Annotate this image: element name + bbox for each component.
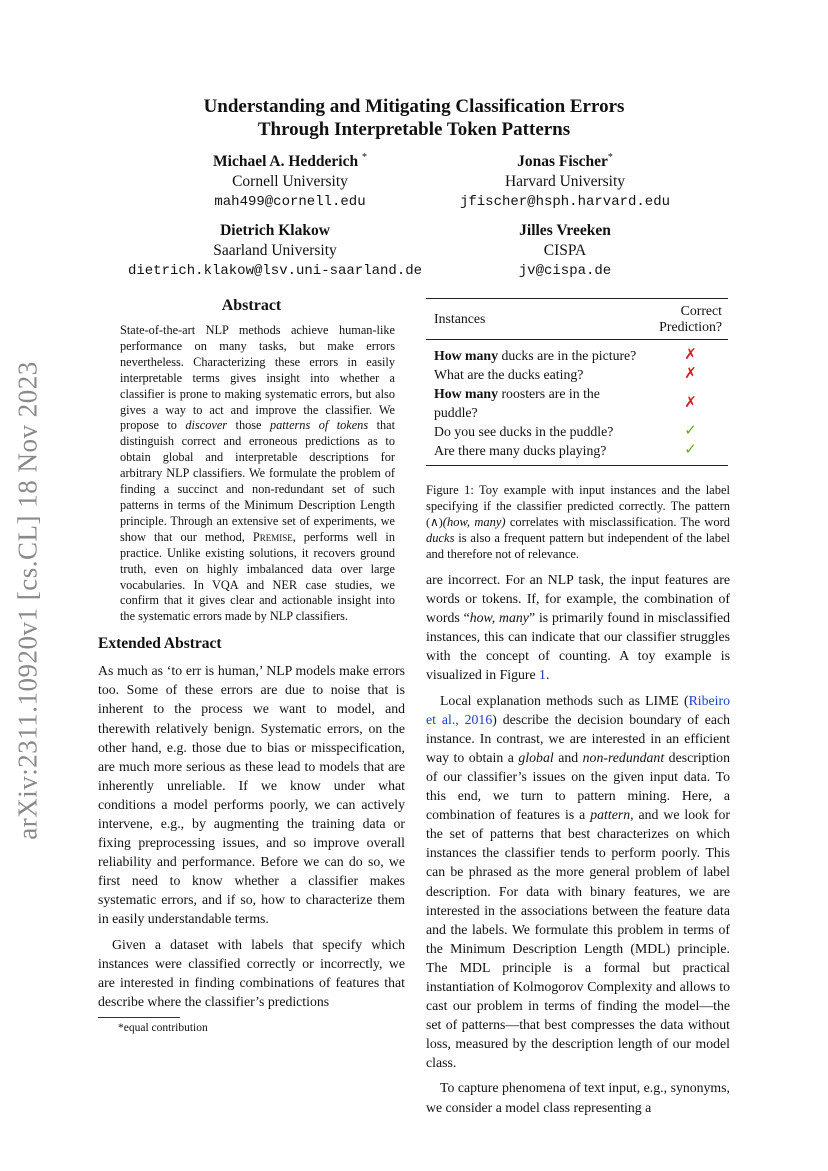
abstract-text: State-of-the-art NLP methods achieve human-like performance on many tasks, but make errors nevertheless. Characterizing these errors in easily interpretable terms gives insight into whether a classifier is prone to making systematic errors, but also gives a way to act and improve the classifier. We propose to discover those patterns of tokens that distinguish correct and erroneous predictions as to obtain global and interpretable descriptions for arbitrary NLP classifiers. We formulate the problem of finding a succinct and non-redundant set of such patterns in terms of the Minimum Description Length principle. Through an extensive set of experiments, we show that our method, Premise, performs well in practice. Unlike existing solutions, it recovers ground truth, even on highly imbalanced data over large vocabularies. In VQA and NER case studies, we confirm that it gives clear and actionable insight into the systematic errors made by NLP classifiers.	[120, 323, 396, 624]
cross-mark-icon: ✗	[684, 347, 697, 363]
author-email: dietrich.klakow@lsv.uni-saarland.de	[127, 263, 423, 279]
author-affiliation: Cornell University	[232, 173, 348, 191]
author-affiliation: Harvard University	[504, 173, 626, 191]
author-name: Jonas Fischer*	[517, 152, 613, 171]
figure-1-header-row	[426, 299, 728, 340]
pattern-glyph-icon: (∧)	[426, 515, 443, 529]
author-block-fischer	[410, 148, 720, 212]
left-column	[98, 297, 405, 1034]
cross-mark-icon: ✗	[684, 366, 697, 382]
method-name-premise: Premise	[252, 529, 293, 544]
author-email: mah499@cornell.edu	[214, 194, 366, 211]
author-block-klakow	[110, 221, 440, 281]
paper-title-line-1: Understanding and Mitigating Classification Errors	[203, 96, 625, 117]
extended-abstract-heading: Extended Abstract	[98, 635, 222, 653]
figure-1-row	[426, 365, 728, 384]
instance-text: What are the ducks eating?	[434, 367, 584, 382]
author-name: Dietrich Klakow	[220, 222, 330, 239]
instance-text: Do you see ducks in the puddle?	[434, 424, 614, 439]
arxiv-identifier-stamp	[0, 355, 56, 845]
author-affiliation: CISPA	[543, 242, 587, 259]
check-mark-icon: ✓	[684, 442, 697, 458]
figure-1-caption: Figure 1: Toy example with input instances and the label specifying if the classifier predicted correctly. The pattern (∧)(how, many) correlates with misclassification. The word ducks is also a frequent pattern but independent of the label and therefore not of relevance.	[426, 483, 730, 561]
author-affiliation: Saarland University	[213, 242, 337, 259]
paper-title-line-2: Through Interpretable Token Patterns	[257, 119, 571, 140]
check-mark-icon: ✓	[684, 423, 697, 439]
figure-1-table	[426, 298, 728, 466]
extended-abstract-paragraph-1: As much as ‘to err is human,’ NLP models make errors too. Some of these errors are due to noise that is inherent to the process we want to model, and therewith relatively benign. Systematic errors, on the other hand, e.g. those due to bias or misspecification, are much more serious as these lead to models that are inherently unreliable. If we know under what conditions a model performs poorly, we can actively intervene, e.g., by augmenting the training data or fixing preprocessing issues, and so improve overall reliability and performance. Before we can do so, we first need to know whether a classifier makes systematic errors, and if so, how to characterize them in easily understandable terms.	[98, 663, 405, 927]
author-block-vreeken	[410, 221, 720, 281]
author-block-hedderich	[140, 148, 440, 212]
abstract-heading: Abstract	[221, 297, 282, 314]
instance-text: Are there many ducks playing?	[434, 443, 607, 458]
author-name: Michael A. Hedderich *	[213, 152, 367, 171]
citation-ribeiro-link[interactable]: Ribeiro et al., 2016	[426, 692, 730, 727]
figure-1-link[interactable]: 1	[539, 667, 546, 683]
figure-1-row	[426, 340, 728, 366]
column-header-instances: Instances	[434, 311, 486, 326]
figure-1-row	[426, 422, 728, 441]
extended-abstract-paragraph-2: Given a dataset with labels that specify which instances were classified correctly or incorrectly, we are interested in finding combinations of features that describe where the classifier’s predictions	[98, 936, 405, 1009]
right-paragraph-3: To capture phenomena of text input, e.g., synonyms, we consider a model class representing a	[426, 1080, 730, 1115]
right-column	[426, 298, 730, 1117]
author-email: jfischer@hsph.harvard.edu	[459, 194, 671, 211]
right-paragraph-1: are incorrect. For an NLP task, the input features are words or tokens. If, for example, the combination of words “how, many” is primarily found in misclassified instances, this can indicate that our classifier struggles with the concept of counting. A toy example is visualized in Figure 1.	[426, 572, 730, 683]
footnote-equal-contribution: *equal contribution	[118, 1021, 208, 1034]
instance-text: How many roosters are in the puddle?	[434, 386, 600, 420]
column-header-correct-prediction: Correct Prediction?	[659, 303, 723, 334]
footnote-divider	[98, 1017, 180, 1018]
figure-1-row	[426, 441, 728, 466]
arxiv-identifier-text: arXiv:2311.10920v1 [cs.CL] 18 Nov 2023	[12, 360, 43, 840]
figure-1-row	[426, 384, 728, 422]
instance-text: How many ducks are in the picture?	[434, 348, 637, 363]
cross-mark-icon: ✗	[684, 394, 697, 411]
author-email: jv@cispa.de	[518, 263, 612, 279]
author-name: Jilles Vreeken	[519, 222, 611, 239]
right-paragraph-2: Local explanation methods such as LIME (Ribeiro et al., 2016) describe the decision boundary of each instance. In contrast, we are interested in an efficient way to obtain a global and non-redundant description of our classifier’s issues on the given input data. To this end, we turn to pattern mining. Here, a combination of features is a pattern, and we look for the set of patterns that best characterizes on which instances the classifier tends to perform poorly. This can be phrased as the more general problem of label description. For data with binary features, we are interested in the associations between the feature data and the labels. We formulate this problem in terms of the Minimum Description Length (MDL) principle. The MDL principle is a formal but practical instantiation of Kolmogorov Complexity and allows to cast our problem in terms of finding the model—the set of patterns—that best compresses the data without loss, measured by the description length of our model class.	[426, 692, 730, 1071]
paper-title	[100, 95, 728, 141]
